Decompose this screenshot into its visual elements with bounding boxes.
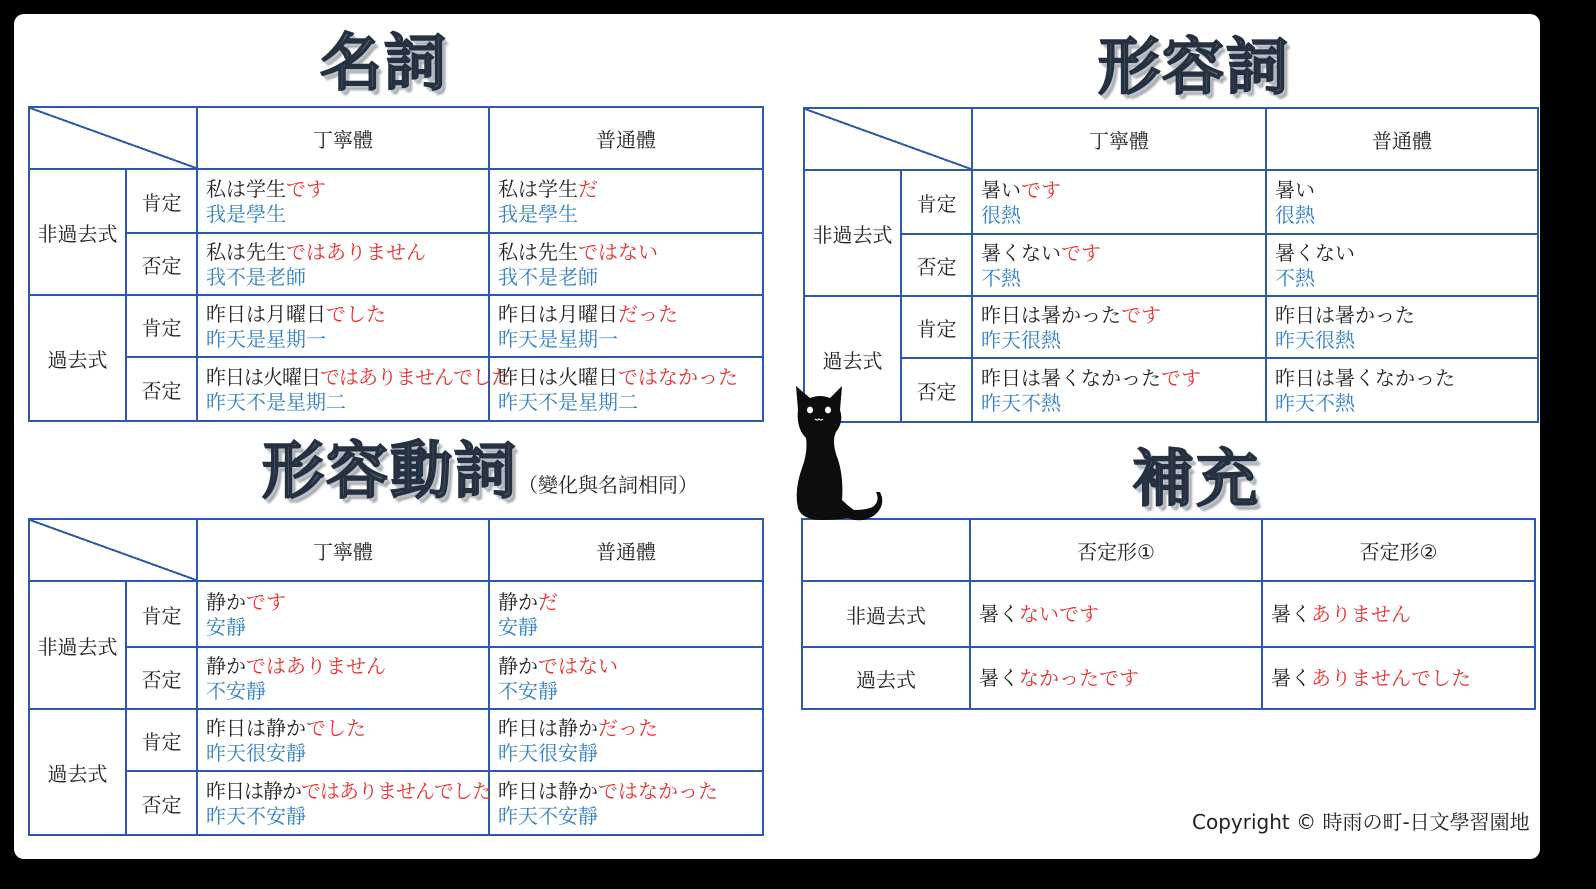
zh-text: 昨天不是星期二 bbox=[206, 390, 346, 414]
jp-text: 私は先生 bbox=[206, 240, 286, 264]
cell-polite bbox=[972, 358, 1266, 422]
zh-text: 不安靜 bbox=[206, 679, 266, 703]
zh-text: 我是學生 bbox=[206, 202, 286, 226]
ending-text: です bbox=[1161, 366, 1201, 390]
cell-plain bbox=[489, 771, 763, 835]
ending-text: でした bbox=[306, 716, 366, 740]
cell-polite bbox=[972, 170, 1266, 234]
cell-plain bbox=[1266, 234, 1538, 296]
na-adjective-title bbox=[262, 434, 699, 507]
jp-text: 昨日は暑かった bbox=[1275, 303, 1415, 327]
noun-table bbox=[28, 106, 764, 422]
jp-text: 暑く bbox=[979, 666, 1019, 690]
zh-text: 昨天很安靜 bbox=[206, 741, 306, 765]
ending-text: です bbox=[1061, 241, 1101, 265]
ending-text: だ bbox=[578, 177, 598, 201]
row-label-affirmative: 肯定 bbox=[126, 169, 197, 233]
group-label-nonpast: 非過去式 bbox=[804, 170, 901, 296]
ending-text: だった bbox=[598, 716, 658, 740]
na-adjective-subtitle: （變化與名詞相同） bbox=[518, 473, 699, 497]
copyright-text: Copyright © 時雨の町-日文學習園地 bbox=[1192, 810, 1530, 834]
cell-polite bbox=[197, 357, 510, 421]
col-header-plain: 普通體 bbox=[489, 107, 763, 169]
cell-plain bbox=[489, 357, 763, 421]
row-label-affirmative: 肯定 bbox=[126, 709, 197, 771]
cell-plain bbox=[489, 169, 763, 233]
ending-text: ありませんでした bbox=[1311, 666, 1471, 690]
ending-text: なかったです bbox=[1019, 666, 1139, 690]
adjective-table bbox=[803, 107, 1539, 423]
jp-text: 暑くない bbox=[1275, 241, 1355, 265]
jp-text: 昨日は静か bbox=[206, 716, 306, 740]
zh-text: 昨天不安靜 bbox=[498, 804, 598, 828]
cell-polite bbox=[972, 234, 1266, 296]
jp-text: 昨日は月曜日 bbox=[498, 302, 618, 326]
cell-plain bbox=[489, 709, 763, 771]
jp-text: 昨日は暑くなかった bbox=[1275, 366, 1455, 390]
jp-text: 暑く bbox=[979, 602, 1019, 626]
ending-text: ではなかった bbox=[618, 365, 738, 389]
group-label-past: 過去式 bbox=[29, 295, 126, 421]
zh-text: 不熱 bbox=[1275, 266, 1315, 290]
row-label-negative: 否定 bbox=[901, 234, 972, 296]
col-header-polite: 丁寧體 bbox=[197, 107, 489, 169]
zh-text: 昨天不是星期二 bbox=[498, 390, 638, 414]
cell-form-2 bbox=[1262, 647, 1535, 709]
cell-form-2 bbox=[1262, 581, 1535, 647]
col-header-negative-form-2: 否定形② bbox=[1262, 519, 1535, 581]
col-header-polite: 丁寧體 bbox=[972, 108, 1266, 170]
col-header-plain: 普通體 bbox=[489, 519, 763, 581]
row-label-affirmative: 肯定 bbox=[901, 170, 972, 234]
jp-text: 昨日は暑くなかった bbox=[981, 366, 1161, 390]
col-header-polite: 丁寧體 bbox=[197, 519, 489, 581]
zh-text: 昨天是星期一 bbox=[206, 327, 326, 351]
row-label-nonpast: 非過去式 bbox=[802, 581, 970, 647]
jp-text: 暑くない bbox=[981, 241, 1061, 265]
ending-text: ではありません bbox=[246, 654, 386, 678]
ending-text: でした bbox=[326, 302, 386, 326]
zh-text: 我是學生 bbox=[498, 202, 578, 226]
jp-text: 昨日は静か bbox=[498, 779, 598, 803]
jp-text: 静か bbox=[498, 590, 538, 614]
ending-text: だった bbox=[618, 302, 678, 326]
jp-text: 暑い bbox=[1275, 178, 1315, 202]
cell-plain bbox=[489, 233, 763, 295]
jp-text: 暑く bbox=[1271, 666, 1311, 690]
row-label-affirmative: 肯定 bbox=[126, 581, 197, 647]
ending-text: ではありませんでした bbox=[320, 365, 510, 389]
ending-text: です bbox=[246, 590, 286, 614]
corner-cell bbox=[29, 107, 197, 169]
zh-text: 昨天很熱 bbox=[981, 328, 1061, 352]
ending-text: です bbox=[1021, 178, 1061, 202]
supplement-title: 補充 bbox=[1132, 442, 1261, 515]
ending-text: です bbox=[286, 177, 326, 201]
ending-text: ではありません bbox=[286, 240, 426, 264]
cell-plain bbox=[489, 581, 763, 647]
zh-text: 昨天是星期一 bbox=[498, 327, 618, 351]
zh-text: 不熱 bbox=[981, 266, 1021, 290]
adjective-title: 形容詞 bbox=[1098, 30, 1291, 103]
cell-polite bbox=[197, 581, 489, 647]
cell-polite bbox=[197, 647, 489, 709]
zh-text: 昨天不熱 bbox=[1275, 391, 1355, 415]
cell-form-1 bbox=[970, 581, 1262, 647]
zh-text: 我不是老師 bbox=[206, 265, 306, 289]
ending-text: ではありませんでした bbox=[301, 779, 491, 803]
cell-polite bbox=[197, 771, 489, 835]
jp-text: 昨日は静か bbox=[498, 716, 598, 740]
black-cat-icon bbox=[792, 382, 884, 532]
group-label-nonpast: 非過去式 bbox=[29, 169, 126, 295]
zh-text: 很熱 bbox=[1275, 203, 1315, 227]
jp-text: 昨日は静か bbox=[206, 779, 301, 803]
row-label-past: 過去式 bbox=[802, 647, 970, 709]
corner-cell bbox=[29, 519, 197, 581]
row-label-affirmative: 肯定 bbox=[126, 295, 197, 357]
row-label-negative: 否定 bbox=[126, 647, 197, 709]
cell-plain bbox=[489, 647, 763, 709]
row-label-affirmative: 肯定 bbox=[901, 296, 972, 358]
zh-text: 安靜 bbox=[206, 615, 246, 639]
cell-polite bbox=[197, 233, 489, 295]
cell-polite bbox=[197, 295, 489, 357]
zh-text: 我不是老師 bbox=[498, 265, 598, 289]
jp-text: 昨日は暑かった bbox=[981, 303, 1121, 327]
ending-text: ありません bbox=[1311, 602, 1411, 626]
jp-text: 暑い bbox=[981, 178, 1021, 202]
zh-text: 昨天很熱 bbox=[1275, 328, 1355, 352]
jp-text: 静か bbox=[206, 590, 246, 614]
row-label-negative: 否定 bbox=[126, 357, 197, 421]
ending-text: ではなかった bbox=[598, 779, 718, 803]
cell-polite bbox=[197, 709, 489, 771]
jp-text: 私は先生 bbox=[498, 240, 578, 264]
jp-text: 静か bbox=[498, 654, 538, 678]
zh-text: 安靜 bbox=[498, 615, 538, 639]
group-label-past: 過去式 bbox=[29, 709, 126, 835]
jp-text: 昨日は火曜日 bbox=[206, 365, 320, 389]
cell-polite bbox=[972, 296, 1266, 358]
jp-text: 暑く bbox=[1271, 602, 1311, 626]
supplement-table bbox=[801, 518, 1536, 710]
jp-text: 静か bbox=[206, 654, 246, 678]
jp-text: 私は学生 bbox=[206, 177, 286, 201]
noun-title: 名詞 bbox=[320, 26, 449, 99]
jp-text: 私は学生 bbox=[498, 177, 578, 201]
cell-plain bbox=[1266, 170, 1538, 234]
jp-text: 昨日は月曜日 bbox=[206, 302, 326, 326]
ending-text: ではない bbox=[578, 240, 658, 264]
row-label-negative: 否定 bbox=[126, 771, 197, 835]
row-label-negative: 否定 bbox=[901, 358, 972, 422]
cell-plain bbox=[1266, 296, 1538, 358]
corner-cell bbox=[804, 108, 972, 170]
col-header-negative-form-1: 否定形① bbox=[970, 519, 1262, 581]
ending-text: だ bbox=[538, 590, 558, 614]
ending-text: ないです bbox=[1019, 602, 1099, 626]
cell-form-1 bbox=[970, 647, 1262, 709]
zh-text: 很熱 bbox=[981, 203, 1021, 227]
zh-text: 昨天不安靜 bbox=[206, 804, 306, 828]
cell-plain bbox=[489, 295, 763, 357]
jp-text: 昨日は火曜日 bbox=[498, 365, 618, 389]
zh-text: 昨天不熱 bbox=[981, 391, 1061, 415]
na-adjective-title-text: 形容動詞 bbox=[262, 434, 519, 507]
group-label-past: 過去式 bbox=[804, 296, 901, 422]
col-header-plain: 普通體 bbox=[1266, 108, 1538, 170]
zh-text: 不安靜 bbox=[498, 679, 558, 703]
ending-text: です bbox=[1121, 303, 1161, 327]
cell-polite bbox=[197, 169, 489, 233]
na-adjective-table bbox=[28, 518, 764, 836]
cell-plain bbox=[1266, 358, 1538, 422]
ending-text: ではない bbox=[538, 654, 618, 678]
group-label-nonpast: 非過去式 bbox=[29, 581, 126, 709]
row-label-negative: 否定 bbox=[126, 233, 197, 295]
zh-text: 昨天很安靜 bbox=[498, 741, 598, 765]
